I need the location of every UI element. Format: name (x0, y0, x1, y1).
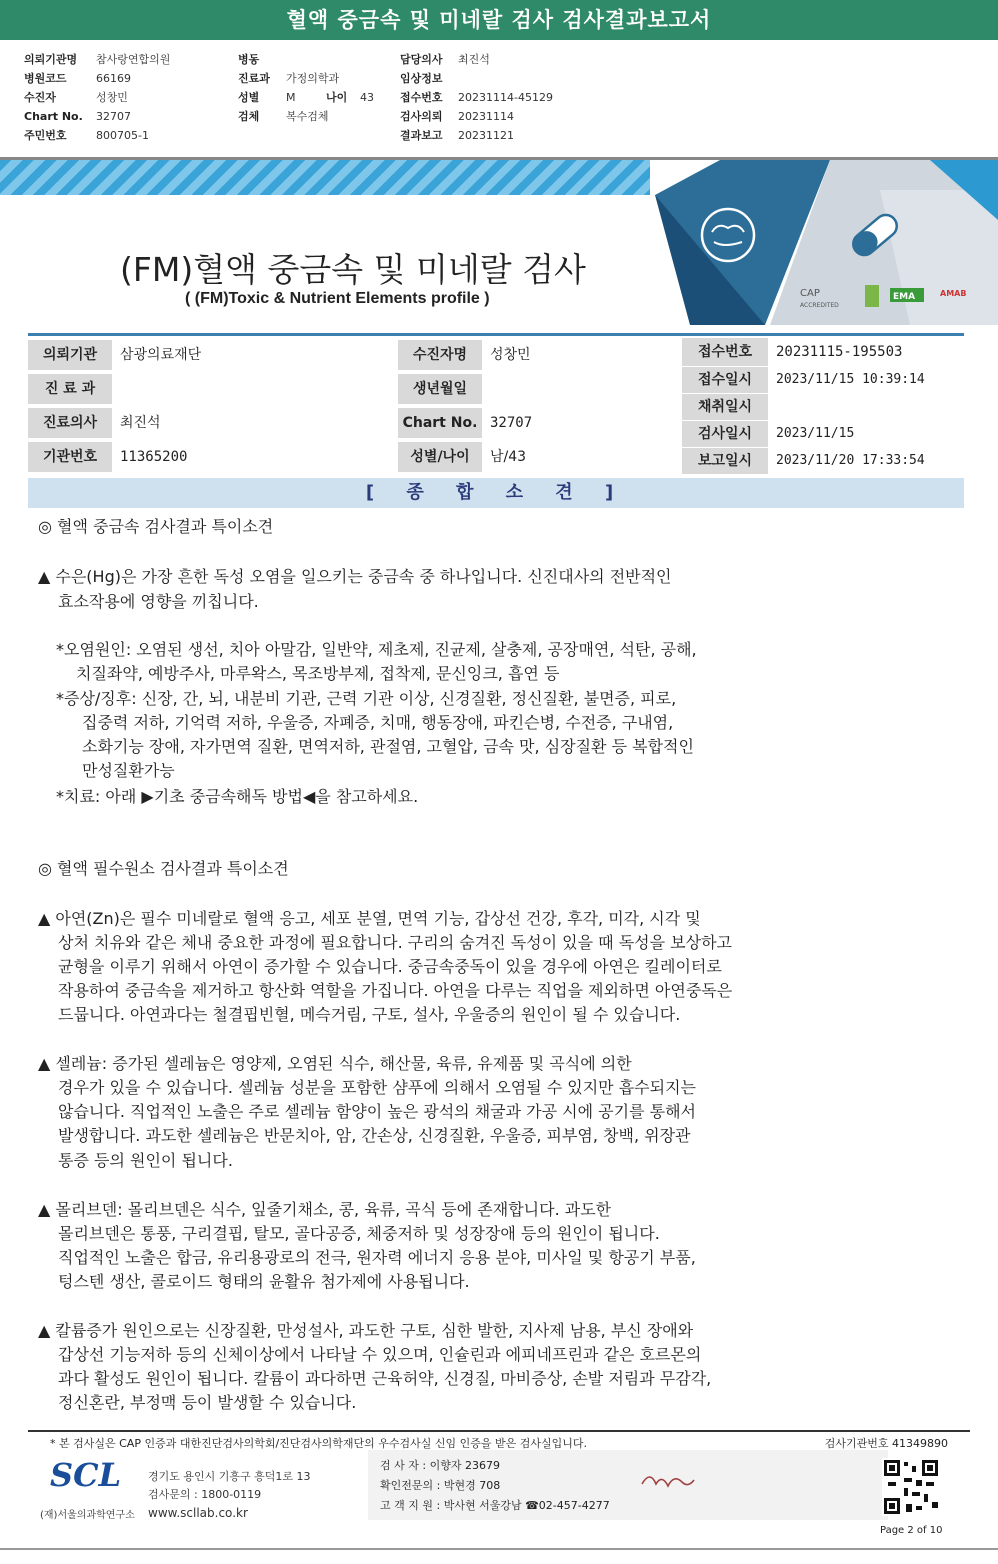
org-no-value: 11365200 (114, 442, 396, 472)
institution-value: 삼광의료재단 (114, 340, 396, 370)
summary-line: 정신혼란, 부정맥 등이 발생할 수 있습니다. (58, 1393, 357, 1412)
lab-contact (148, 1468, 311, 1522)
scl-logo-subtitle: (재)서울의과학연구소 (40, 1510, 135, 1521)
header-label: 진료과 (238, 72, 270, 85)
test-date-value: 2023/11/15 (770, 421, 964, 447)
examiner: 검 사 자 : 이향자 23679 (380, 1459, 500, 1472)
scl-logo: SCL (50, 1456, 122, 1494)
header-label: 수진자 (24, 91, 56, 104)
summary-line: 텅스텐 생산, 콜로이드 형태의 윤활유 첨가제에 사용됩니다. (58, 1272, 470, 1291)
summary-line: 과다 활성도 원인이 됩니다. 칼륨이 과다하면 근육허약, 신경질, 마비증상, 손발 저림과 무감각, (58, 1369, 712, 1388)
summary-line: ▲ 칼륨증가 원인으로는 신장질환, 만성설사, 과도한 구토, 심한 발한, 지사제 남용, 부신 장애와 (38, 1321, 694, 1340)
header-col-2 (238, 50, 374, 126)
chart-value: 32707 (484, 408, 678, 438)
header-label: 병동 (238, 53, 260, 66)
page-number: Page 2 of 10 (880, 1525, 943, 1536)
lab-address: 경기도 용인시 기흥구 흥덕1로 13 (148, 1470, 311, 1483)
summary-line: 치질좌약, 예방주사, 마루왁스, 목조방부제, 접착제, 문신잉크, 흡연 등 (76, 664, 560, 683)
summary-heading: [ 종 합 소 견 ] (28, 478, 964, 508)
header-label: 임상정보 (400, 72, 443, 85)
header-value: 복수검체 (286, 110, 329, 123)
header-value: 20231121 (458, 129, 514, 142)
certification-notice: * 본 검사실은 CAP 인증과 대한진단검사의학회/진단검사의학재단의 우수검사실 신임 인증을 받은 검사실입니다. (50, 1437, 588, 1450)
header-value: 20231114-45129 (458, 91, 553, 104)
doctor-value: 최진석 (114, 408, 396, 438)
header-decoration (650, 160, 998, 325)
collect-value (770, 394, 964, 420)
qr-code-icon (882, 1458, 940, 1516)
cap-logo-text: CAP (800, 288, 820, 299)
org-no-label: 기관번호 (28, 442, 112, 472)
bottom-rule (0, 1548, 998, 1550)
customer-support: 고 객 지 원 : 박사현 서울강남 ☎02-457-4277 (380, 1499, 610, 1512)
summary-line: 상처 치유와 같은 체내 중요한 과정에 필요합니다. 구리의 숨겨진 독성이 있을 때 독성을 보상하고 (58, 933, 732, 952)
report-date-label: 보고일시 (682, 448, 768, 474)
header-value: M (286, 91, 296, 104)
header-value: 32707 (96, 110, 131, 123)
sexage-label: 성별/나이 (398, 442, 482, 472)
header-value: 참사랑연합의원 (96, 53, 171, 66)
summary-line: ▲ 셀레늄: 증가된 셀레늄은 영양제, 오염된 식수, 해산물, 육류, 유제품 및 곡식에 의한 (38, 1054, 632, 1073)
age-value: 43 (360, 91, 374, 104)
header-label: 담당의사 (400, 53, 443, 66)
sexage-value: 남/43 (484, 442, 678, 472)
staff-box (368, 1450, 888, 1520)
dept-label: 진 료 과 (28, 374, 112, 404)
summary-line: *오염원인: 오염된 생선, 치아 아말감, 일반약, 제초제, 진균제, 살충제, 공장매연, 석탄, 공해, (56, 640, 697, 659)
summary-line: 발생합니다. 과도한 셀레늄은 반문치아, 암, 간손상, 신경질환, 우울증, 피부염, 창백, 위장관 (58, 1126, 691, 1145)
header-value: 성창민 (96, 91, 128, 104)
doctor-label: 진료의사 (28, 408, 112, 438)
divider-line (28, 333, 964, 336)
lab-url[interactable]: www.scllab.co.kr (148, 1506, 248, 1520)
institution-label: 의뢰기관 (28, 340, 112, 370)
lab-phone: 검사문의 : 1800-0119 (148, 1488, 262, 1501)
header-label: 검사의뢰 (400, 110, 443, 123)
header-label: 성별 (238, 91, 260, 104)
recv-no-label: 접수번호 (682, 338, 768, 366)
footer (28, 1450, 970, 1530)
birth-label: 생년월일 (398, 374, 482, 404)
cap-accredited-text: ACCREDITED (800, 302, 839, 309)
section-heading-minerals: ◎ 혈액 필수원소 검사결과 특이소견 (38, 859, 289, 878)
header-label: 검체 (238, 110, 260, 123)
dept-value (114, 374, 396, 404)
summary-line: 드뭅니다. 아연과다는 철결핍빈혈, 메슥거림, 구토, 설사, 우울증의 원인이 될 수 있습니다. (58, 1005, 681, 1024)
header-label: 결과보고 (400, 129, 443, 142)
lab-number: 검사기관번호 41349890 (824, 1437, 948, 1450)
recv-no-value: 20231115-195503 (770, 338, 964, 366)
header-label: 주민번호 (24, 129, 67, 142)
specialist: 확인전문의 : 박현경 708 (380, 1479, 501, 1492)
report-subtitle: ( (FM)Toxic & Nutrient Elements profile ) (185, 290, 490, 307)
test-date-label: 검사일시 (682, 421, 768, 447)
report-title: (FM)혈액 중금속 및 미네랄 검사 (120, 250, 586, 289)
report-header-bar: 혈액 중금속 및 미네랄 검사 검사결과보고서 (0, 0, 998, 40)
header-value: 66169 (96, 72, 131, 85)
patient-value: 성창민 (484, 340, 678, 370)
summary-line: *증상/징후: 신장, 간, 뇌, 내분비 기관, 근력 기관 이상, 신경질환, 정신질환, 불면증, 피로, (56, 689, 677, 708)
header-value: 20231114 (458, 110, 514, 123)
summary-line: 만성질환가능 (82, 761, 175, 780)
section-heading-heavy-metals: ◎ 혈액 중금속 검사결과 특이소견 (38, 517, 274, 536)
summary-line: ▲ 몰리브덴: 몰리브덴은 식수, 잎줄기채소, 콩, 육류, 곡식 등에 존재합니다. 과도한 (38, 1200, 612, 1219)
report-date-value: 2023/11/20 17:33:54 (770, 448, 964, 474)
summary-line: 통증 등의 원인이 됩니다. (58, 1151, 233, 1170)
header-label: Chart No. (24, 110, 83, 123)
header-value: 800705-1 (96, 129, 149, 142)
age-label: 나이 (326, 91, 348, 104)
ema-logo-text: EMA (893, 292, 916, 302)
summary-line: 소화기능 장애, 자가면역 질환, 면역저하, 관절염, 고혈압, 금속 맛, 심장질환 등 복합적인 (82, 737, 694, 756)
header-col-3 (400, 50, 553, 145)
summary-line: 직업적인 노출은 합금, 유리용광로의 전극, 원자력 에너지 응용 분야, 미사일 및 항공기 부품, (58, 1248, 696, 1267)
summary-line: 효소작용에 영향을 끼칩니다. (58, 592, 259, 611)
collect-label: 채취일시 (682, 394, 768, 420)
summary-line: 작용하여 중금속을 제거하고 항산화 역할을 가집니다. 아연을 다루는 직업을 제외하면 아연중독은 (58, 981, 733, 1000)
header-label: 의뢰기관명 (24, 53, 78, 66)
amab-logo-text: AMAB (940, 289, 967, 298)
summary-line: 집중력 저하, 기억력 저하, 우울증, 자폐증, 치매, 행동장애, 파킨슨병, 수전증, 구내염, (82, 713, 674, 732)
summary-line: 갑상선 기능저하 등의 신체이상에서 나타날 수 있으며, 인슐린과 에피네프린과 같은 호르몬의 (58, 1345, 702, 1364)
header-info (0, 40, 998, 160)
chart-label: Chart No. (398, 408, 482, 438)
summary-line: 균형을 이루기 위해서 아연이 증가할 수 있습니다. 중금속중독이 있을 경우에 아연은 킬레이터로 (58, 957, 722, 976)
patient-label: 수진자명 (398, 340, 482, 370)
header-label: 병원코드 (24, 72, 67, 85)
summary-line: 경우가 있을 수 있습니다. 셀레늄 성분을 포함한 샴푸에 의해서 오염될 수 있지만 흡수되지는 (58, 1078, 696, 1097)
summary-line: ▲ 아연(Zn)은 필수 미네랄로 혈액 응고, 세포 분열, 면역 기능, 갑상선 건강, 후각, 미각, 시각 및 (38, 909, 701, 928)
summary-line: ▲ 수은(Hg)은 가장 흔한 독성 오염을 일으키는 중금속 중 하나입니다. 신진대사의 전반적인 (38, 567, 672, 586)
signature-icon (638, 1468, 698, 1492)
recv-date-label: 접수일시 (682, 367, 768, 393)
header-label: 접수번호 (400, 91, 443, 104)
birth-value (484, 374, 678, 404)
summary-line: *치료: 아래 ▶기초 중금속해독 방법◀을 참고하세요. (56, 787, 419, 806)
summary-line: 않습니다. 직업적인 노출은 주로 셀레늄 함양이 높은 광석의 채굴과 가공 시에 공기를 통해서 (58, 1102, 696, 1121)
header-col-1 (24, 50, 170, 145)
header-value: 최진석 (458, 53, 490, 66)
recv-date-value: 2023/11/15 10:39:14 (770, 367, 964, 393)
summary-line: 몰리브덴은 통풍, 구리결핍, 탈모, 골다공증, 체중저하 및 성장장애 등의 원인이 됩니다. (58, 1224, 660, 1243)
header-value: 가정의학과 (286, 72, 340, 85)
footer-notice-row (28, 1430, 970, 1450)
